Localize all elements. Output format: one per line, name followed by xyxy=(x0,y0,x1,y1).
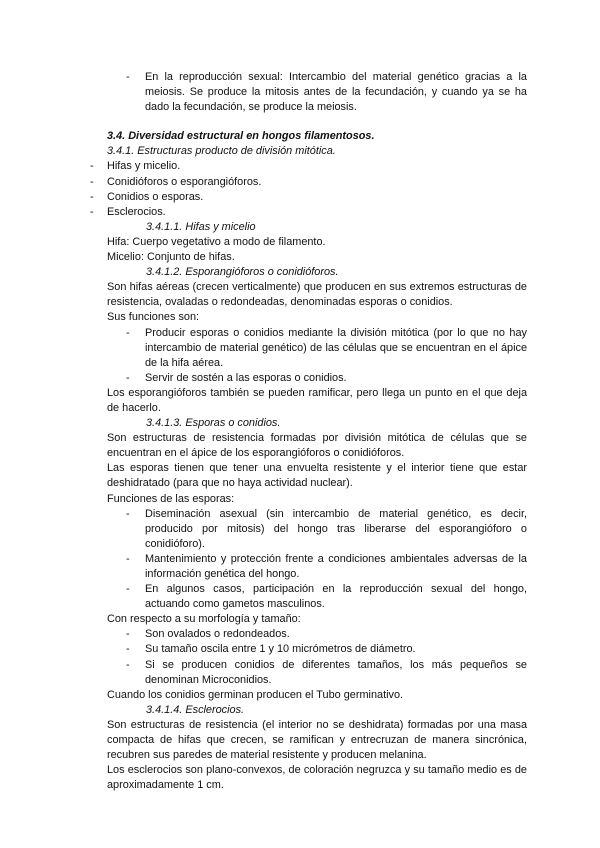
list-item-text: Conidios o esporas. xyxy=(107,190,204,203)
paragraph-text: Funciones de las esporas: xyxy=(107,492,235,505)
paragraph-text: Los esporangióforos también se pueden ramificar, pero llega un punto en el que deja de hacerlo. xyxy=(107,386,527,414)
list-item xyxy=(90,205,527,220)
subsubsection-heading-text: 3.4.1.3. Esporas o conidios. xyxy=(146,417,281,430)
nested-list-item-text: En algunos casos, participación en la reproducción sexual del hongo, actuando como gametos masculinos. xyxy=(145,583,527,611)
section-heading-text: 3.4. Diversidad estructural en hongos filamentosos. xyxy=(107,130,375,143)
bullet-dash: - xyxy=(126,371,130,384)
paragraph-text: Los esclerocios son plano-convexos, de coloración negruzca y su tamaño medio es de aproximadamente 1 cm. xyxy=(107,764,527,792)
nested-list-item-text: Si se producen conidios de diferentes tamaños, los más pequeños se denominan Microconidios. xyxy=(145,658,527,686)
list-item xyxy=(90,175,527,190)
paragraph xyxy=(107,250,527,265)
bullet-dash: - xyxy=(126,643,130,656)
nested-list-item-text: Producir esporas o conidios mediante la división mitótica (por lo que no hay intercambio de material genético) de las células que se encuentran en el ápice de la hifa aérea. xyxy=(145,326,527,369)
document-page xyxy=(0,70,600,793)
nested-list-item xyxy=(126,658,527,688)
nested-list-item xyxy=(126,507,527,552)
list-item-text: Esclerocios. xyxy=(107,205,166,218)
subsubsection-heading xyxy=(146,703,600,718)
subsubsection-heading xyxy=(146,220,600,235)
bullet-dash: - xyxy=(90,205,94,218)
paragraph-text: Hifa: Cuerpo vegetativo a modo de filamento. xyxy=(107,235,326,248)
paragraph xyxy=(107,386,527,416)
paragraph xyxy=(107,763,527,793)
paragraph-text: Cuando los conidios germinan producen el Tubo germinativo. xyxy=(107,688,404,701)
nested-list-item xyxy=(126,70,527,115)
paragraph-text: Son hifas aéreas (crecen verticalmente) que producen en sus extremos estructuras de resistencia, ovaladas o redondeadas, denominadas esporas o conidios. xyxy=(107,281,527,309)
bullet-dash: - xyxy=(126,71,130,83)
paragraph xyxy=(107,310,527,325)
nested-list-item-text: Su tamaño oscila entre 1 y 10 micrómetros de diámetro. xyxy=(145,643,416,656)
bullet-dash: - xyxy=(126,583,130,596)
paragraph xyxy=(107,688,527,703)
list-item-text: Conidióforos o esporangióforos. xyxy=(107,175,262,188)
paragraph xyxy=(107,612,527,627)
nested-list-item-text: En la reproducción sexual: Intercambio del material genético gracias a la meiosis. Se produce la mitosis antes de la fecundación, y cuando ya se ha dado la fecundación, se produce la meiosis. xyxy=(145,71,527,114)
bullet-dash: - xyxy=(126,507,130,520)
nested-list-item xyxy=(126,371,527,386)
bullet-dash: - xyxy=(126,628,130,641)
subsection-heading-text: 3.4.1. Estructuras producto de división mitótica. xyxy=(107,145,336,158)
subsubsection-heading-text: 3.4.1.4. Esclerocios. xyxy=(146,703,245,716)
bullet-dash: - xyxy=(126,552,130,565)
list-item xyxy=(90,190,527,205)
bullet-dash: - xyxy=(90,160,94,173)
subsection-heading xyxy=(107,144,600,159)
paragraph-text: Son estructuras de resistencia (el interior no se deshidrata) formadas por una masa compacta de hifas que crecen, se ramifican y entrecruzan de manera sincrónica, recubren sus paredes de material resistente y producen melanina. xyxy=(107,718,527,762)
nested-list-item-text: Diseminación asexual (sin intercambio de material genético, es decir, producido por mitosis) del hongo tras liberarse del esporangióforo o conidióforo). xyxy=(145,507,527,550)
paragraph xyxy=(107,492,527,507)
nested-list-item xyxy=(126,582,527,612)
subsubsection-heading-text: 3.4.1.2. Esporangióforos o conidióforos. xyxy=(146,266,339,279)
subsubsection-heading-text: 3.4.1.1. Hifas y micelio xyxy=(146,220,256,233)
nested-list-item-text: Servir de sostén a las esporas o conidios. xyxy=(145,371,347,384)
list-item xyxy=(90,159,527,174)
paragraph-text: Con respecto a su morfología y tamaño: xyxy=(107,613,301,626)
paragraph xyxy=(107,718,527,763)
list-item-text: Hifas y micelio. xyxy=(107,160,181,173)
paragraph xyxy=(107,280,527,310)
nested-list-item-text: Son ovalados o redondeados. xyxy=(145,628,290,641)
bullet-dash: - xyxy=(126,326,130,339)
nested-list-item xyxy=(126,642,527,657)
paragraph-text: Sus funciones son: xyxy=(107,311,200,324)
paragraph xyxy=(107,431,527,461)
paragraph xyxy=(107,461,527,491)
bullet-dash: - xyxy=(126,658,130,671)
paragraph-text: Las esporas tienen que tener una envuelta resistente y el interior tiene que estar deshidratado (para que no haya actividad nuclear). xyxy=(107,462,527,490)
nested-list-item xyxy=(126,552,527,582)
paragraph xyxy=(107,235,527,250)
nested-list-item-text: Mantenimiento y protección frente a condiciones ambientales adversas de la información genética del hongo. xyxy=(145,552,527,580)
nested-list-item xyxy=(126,627,527,642)
paragraph-text: Micelio: Conjunto de hifas. xyxy=(107,251,235,264)
nested-list-item xyxy=(126,326,527,371)
bullet-dash: - xyxy=(90,190,94,203)
subsubsection-heading xyxy=(146,265,600,280)
subsubsection-heading xyxy=(146,416,600,431)
paragraph-text: Son estructuras de resistencia formadas por división mitótica de células que se encuentran en el ápice de los esporangióforos o conidióforos. xyxy=(107,432,527,460)
bullet-dash: - xyxy=(90,175,94,188)
section-heading xyxy=(107,129,600,144)
